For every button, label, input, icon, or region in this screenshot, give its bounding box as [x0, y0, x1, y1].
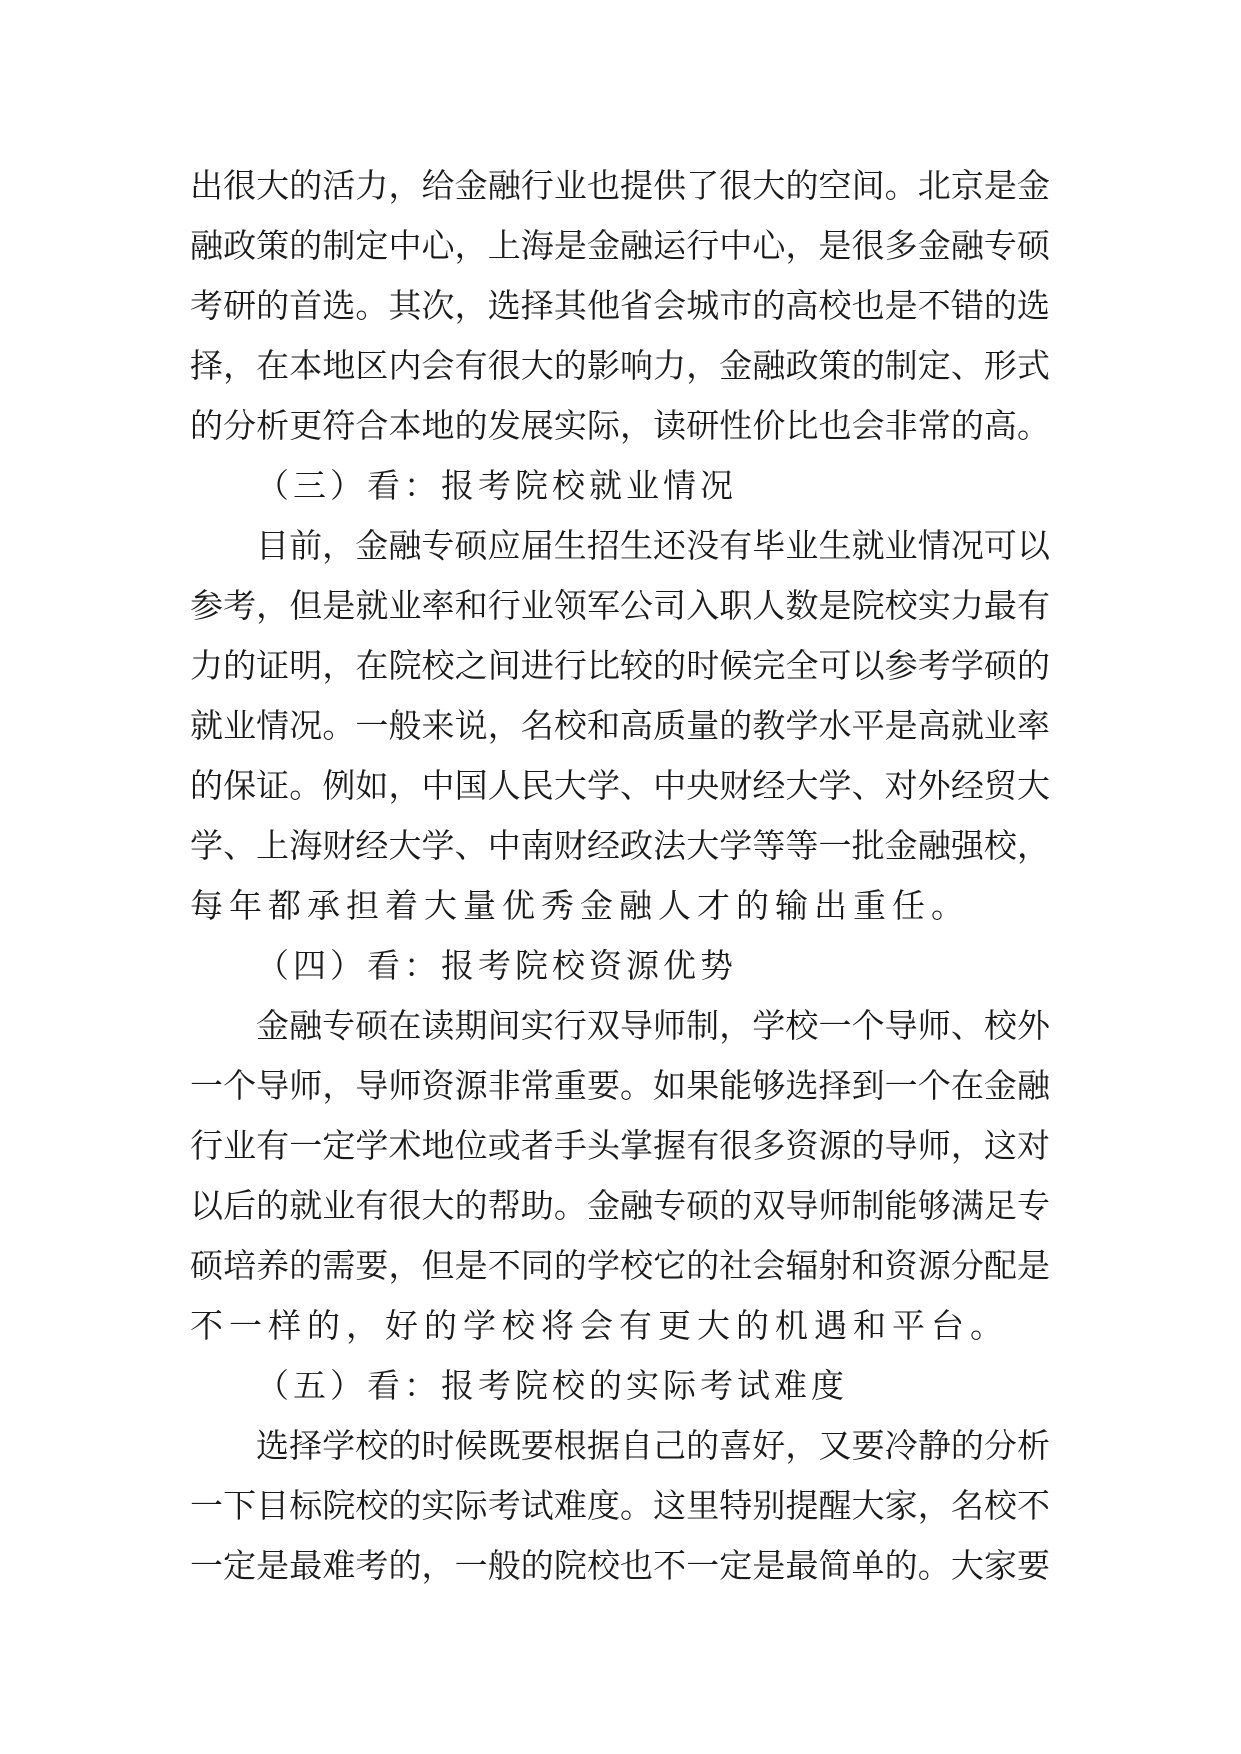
text-line: 参考，但是就业率和行业领军公司入职人数是院校实力最有 — [190, 586, 1050, 625]
text-line: 硕培养的需要，但是不同的学校它的社会辐射和资源分配是 — [190, 1246, 1050, 1285]
text-line: 以后的就业有很大的帮助。金融专硕的双导师制能够满足专 — [190, 1186, 1050, 1225]
text-line: 择，在本地区内会有很大的影响力，金融政策的制定、形式 — [190, 346, 1050, 385]
text-line: 一个导师，导师资源非常重要。如果能够选择到一个在金融 — [190, 1066, 1050, 1105]
paragraph-first-line: 选择学校的时候既要根据自己的喜好，又要冷静的分析 — [256, 1426, 1050, 1465]
text-line: 就业情况。一般来说，名校和高质量的教学水平是高就业率 — [190, 706, 1050, 745]
text-line: 学、上海财经大学、中南财经政法大学等等一批金融强校， — [190, 826, 1050, 865]
section-heading: （五）看：报考院校的实际考试难度 — [256, 1366, 848, 1405]
text-line: 一下目标院校的实际考试难度。这里特别提醒大家，名校不 — [190, 1486, 1050, 1525]
paragraph-last-line: 每年都承担着大量优秀金融人才的输出重任。 — [190, 886, 970, 925]
paragraph-first-line: 目前，金融专硕应届生招生还没有毕业生就业情况可以 — [256, 526, 1050, 565]
paragraph-first-line: 金融专硕在读期间实行双导师制，学校一个导师、校外 — [256, 1006, 1050, 1045]
text-line: 考研的首选。其次，选择其他省会城市的高校也是不错的选 — [190, 286, 1050, 325]
text-line: 力的证明，在院校之间进行比较的时候完全可以参考学硕的 — [190, 646, 1050, 685]
text-line: 一定是最难考的，一般的院校也不一定是最简单的。大家要 — [190, 1546, 1050, 1585]
paragraph-last-line: 不一样的，好的学校将会有更大的机遇和平台。 — [190, 1306, 1009, 1345]
section-heading: （四）看：报考院校资源优势 — [256, 946, 737, 985]
text-line: 的分析更符合本地的发展实际，读研性价比也会非常的高。 — [190, 406, 1050, 445]
text-line: 出很大的活力，给金融行业也提供了很大的空间。北京是金 — [190, 166, 1050, 205]
text-line: 融政策的制定中心，上海是金融运行中心，是很多金融专硕 — [190, 226, 1050, 265]
text-line: 的保证。例如，中国人民大学、中央财经大学、对外经贸大 — [190, 766, 1050, 805]
section-heading: （三）看：报考院校就业情况 — [256, 466, 737, 505]
text-line: 行业有一定学术地位或者手头掌握有很多资源的导师，这对 — [190, 1126, 1050, 1165]
